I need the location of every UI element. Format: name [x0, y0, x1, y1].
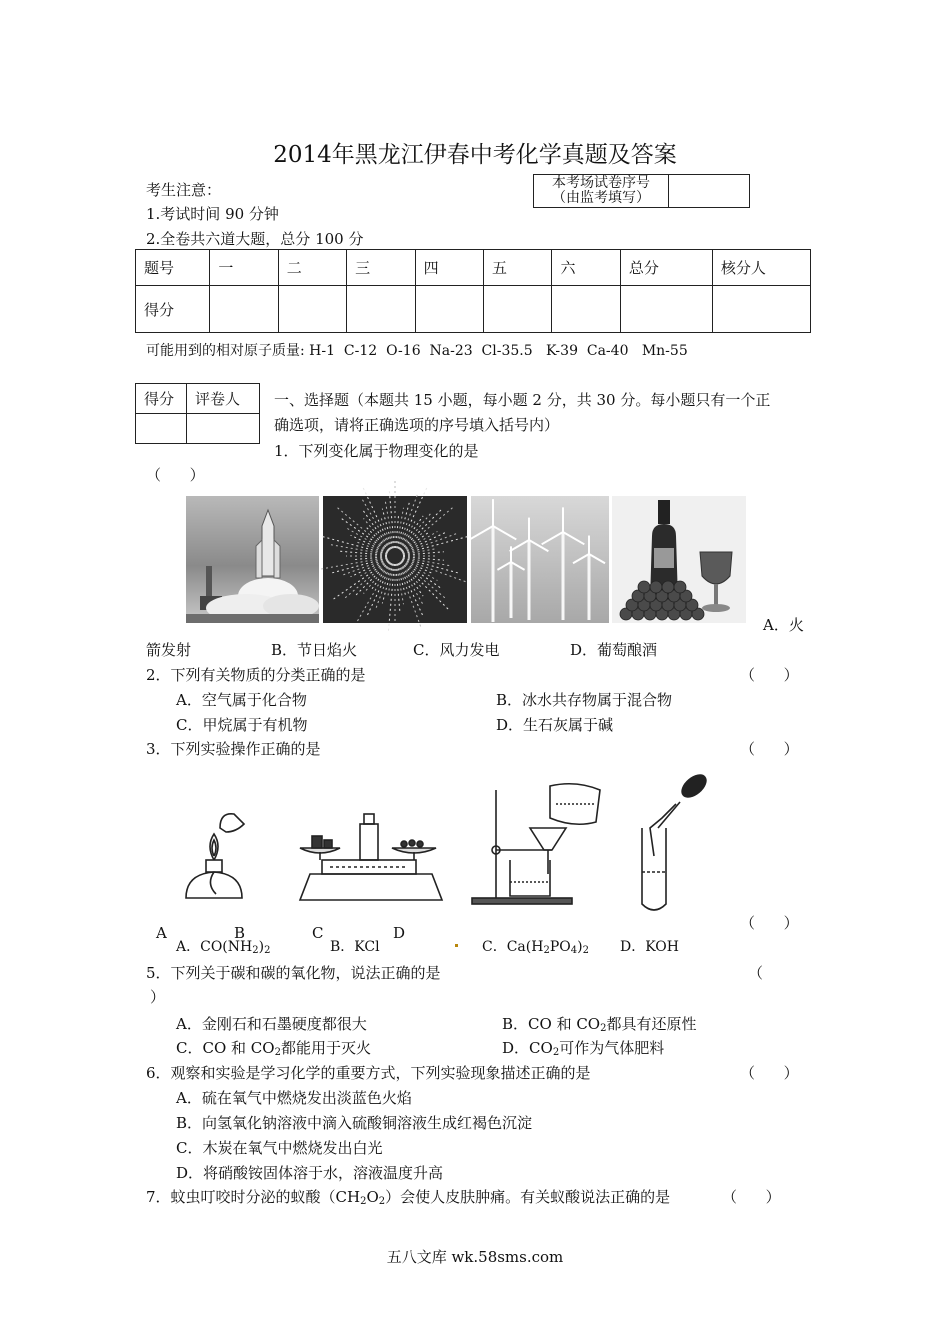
- q1-option-a-end: 箭发射: [146, 641, 192, 659]
- q5-option-b: [502, 1013, 697, 1034]
- q6-option-c: C．木炭在氧气中燃烧发出白光: [176, 1139, 383, 1157]
- q2-option-b: B．冰水共存物属于混合物: [496, 691, 673, 709]
- q2-option-a: A．空气属于化合物: [176, 691, 307, 709]
- score-table: [135, 249, 811, 333]
- q1-option-a-start: A．火: [763, 616, 804, 634]
- score-header-total: 总分: [620, 250, 712, 286]
- serial-input-cell[interactable]: [669, 175, 750, 208]
- alcohol-lamp-icon: [186, 814, 244, 898]
- q4-c-sub3: 2: [582, 945, 589, 956]
- q4-option-d: D．KOH: [620, 939, 679, 955]
- q5-d-sub: 2: [552, 1047, 560, 1058]
- q5-option-c: [176, 1037, 371, 1058]
- q7-answer-paren: （ ）: [722, 1188, 781, 1206]
- q7-sub1: 2: [360, 1196, 367, 1207]
- grader-score-label: 得分: [136, 384, 187, 414]
- q5-paren-close: ）: [150, 988, 166, 1006]
- atomic-masses: 可能用到的相对原子质量: H-1 C-12 O-16 Na-23 Cl-35.5 K-39 Ca-40 Mn-55: [146, 343, 688, 359]
- q3-label-d: D: [393, 924, 406, 942]
- balance-icon: [300, 814, 442, 900]
- q4-a-sub2: 2: [264, 945, 271, 956]
- q5-b-text: B．CO 和 CO: [502, 1015, 601, 1033]
- q7-text3: ）会使人皮肤肿痛。有关蚁酸说法正确的是: [385, 1188, 671, 1206]
- rocket-launch-image: [186, 496, 319, 623]
- q4-c-sub: 2: [543, 945, 550, 956]
- q4-a-text: A．CO(NH: [176, 939, 253, 955]
- score-header-label: 题号: [136, 250, 210, 286]
- q5-option-a: A．金刚石和石墨硬度都很大: [176, 1015, 367, 1033]
- page-title: 2014年黑龙江伊春中考化学真题及答案: [273, 142, 677, 168]
- q5-d-text2: 可作为气体肥料: [559, 1039, 665, 1057]
- notice-heading: 考生注意：: [146, 181, 222, 199]
- score-header-6: 六: [552, 250, 620, 286]
- q1-stem: 1．下列变化属于物理变化的是: [274, 442, 479, 460]
- q4-answer-paren: （ ）: [740, 914, 799, 932]
- grader-box: [135, 383, 260, 444]
- score-header-3: 三: [347, 250, 415, 286]
- lab-apparatus-figure: [176, 764, 730, 914]
- grader-name-label: 评卷人: [187, 384, 260, 414]
- score-cell[interactable]: [484, 286, 552, 333]
- score-header-2: 二: [278, 250, 346, 286]
- grader-score-cell[interactable]: [136, 414, 187, 444]
- notice-total: 2.全卷共六道大题，总分 100 分: [146, 230, 364, 248]
- q5-d-text: D．CO: [502, 1039, 553, 1057]
- score-header-5: 五: [484, 250, 552, 286]
- q4-c-text3: ): [577, 939, 583, 955]
- serial-box: [533, 174, 750, 208]
- dropper-test-tube-icon: [642, 771, 710, 910]
- q4-c-sub2: 4: [570, 945, 578, 956]
- q3-label-c: C: [312, 924, 324, 942]
- q5-option-d: [502, 1037, 664, 1058]
- q6-stem: 6．观察和实验是学习化学的重要方式，下列实验现象描述正确的是: [146, 1064, 591, 1082]
- score-cell[interactable]: [712, 286, 810, 333]
- serial-label-1: 本考场试卷序号: [552, 175, 650, 191]
- q7-text: 7．蚊虫叮咬时分泌的蚁酸（CH: [146, 1188, 361, 1206]
- q3-label-a: A: [156, 924, 167, 942]
- q4-option-a: [176, 936, 271, 956]
- q6-option-b: B．向氢氧化钠溶液中滴入硫酸铜溶液生成红褐色沉淀: [176, 1114, 533, 1132]
- grape-wine-image: [612, 496, 746, 623]
- q1-option-b: B．节日焰火: [271, 641, 358, 659]
- q4-a-sub: 2: [252, 945, 259, 956]
- score-header-checker: 核分人: [712, 250, 810, 286]
- q5-b-sub: 2: [600, 1023, 607, 1034]
- q5-b-text2: 都具有还原性: [606, 1015, 697, 1033]
- wind-turbines-image: [471, 496, 609, 623]
- q5-c-sub: 2: [274, 1047, 281, 1058]
- section1-instruction-2: 确选项，请将正确选项的序号填入括号内）: [274, 416, 560, 434]
- q4-option-c: [482, 936, 589, 956]
- q6-answer-paren: （ ）: [740, 1064, 799, 1082]
- q3-answer-paren: （ ）: [740, 740, 799, 758]
- q2-stem: 2．下列有关物质的分类正确的是: [146, 666, 366, 684]
- q2-option-c: C．甲烷属于有机物: [176, 716, 308, 734]
- q6-option-d: D．将硝酸铵固体溶于水，溶液温度升高: [176, 1164, 444, 1182]
- q7-stem: [146, 1186, 670, 1207]
- score-row-label: 得分: [136, 286, 210, 333]
- score-header-4: 四: [415, 250, 483, 286]
- footer-watermark: 五八文库 wk.58sms.com: [386, 1248, 564, 1266]
- filtration-setup-icon: [472, 784, 600, 904]
- q4-a-text2: ): [258, 939, 265, 955]
- q2-answer-paren: （ ）: [740, 666, 799, 684]
- q1-option-d: D．葡萄酿酒: [570, 641, 658, 659]
- score-cell[interactable]: [210, 286, 278, 333]
- q6-option-a: A．硫在氧气中燃烧发出淡蓝色火焰: [176, 1089, 412, 1107]
- score-cell[interactable]: [415, 286, 483, 333]
- decorative-dot: [455, 944, 458, 947]
- score-cell[interactable]: [347, 286, 415, 333]
- q2-option-d: D．生石灰属于碱: [496, 716, 614, 734]
- q1-option-c: C．风力发电: [413, 641, 500, 659]
- q3-label-b: B: [234, 924, 246, 942]
- q7-sub2: 2: [378, 1196, 386, 1207]
- grader-name-cell[interactable]: [187, 414, 260, 444]
- q4-c-text: C．Ca(H: [482, 939, 544, 955]
- q3-stem: 3．下列实验操作正确的是: [146, 740, 321, 758]
- q5-c-text2: 都能用于灭火: [280, 1039, 371, 1057]
- q1-answer-paren: （ ）: [146, 466, 205, 484]
- q5-stem: 5．下列关于碳和碳的氧化物，说法正确的是: [146, 964, 441, 982]
- notice-time: 1.考试时间 90 分钟: [146, 205, 279, 223]
- section1-instruction-1: 一、选择题（本题共 15 小题，每小题 2 分，共 30 分。每小题只有一个正: [274, 391, 771, 409]
- score-cell[interactable]: [552, 286, 620, 333]
- score-cell[interactable]: [620, 286, 712, 333]
- q4-c-text2: PO: [549, 939, 571, 955]
- q5-c-text: C．CO 和 CO: [176, 1039, 275, 1057]
- fireworks-image: [323, 496, 467, 623]
- q7-text2: O: [366, 1188, 379, 1206]
- serial-label-2: （由监考填写）: [552, 190, 650, 206]
- q4-option-b: B．KCl: [330, 939, 380, 955]
- q5-paren-open: （: [748, 964, 764, 982]
- score-cell[interactable]: [278, 286, 346, 333]
- score-header-1: 一: [210, 250, 278, 286]
